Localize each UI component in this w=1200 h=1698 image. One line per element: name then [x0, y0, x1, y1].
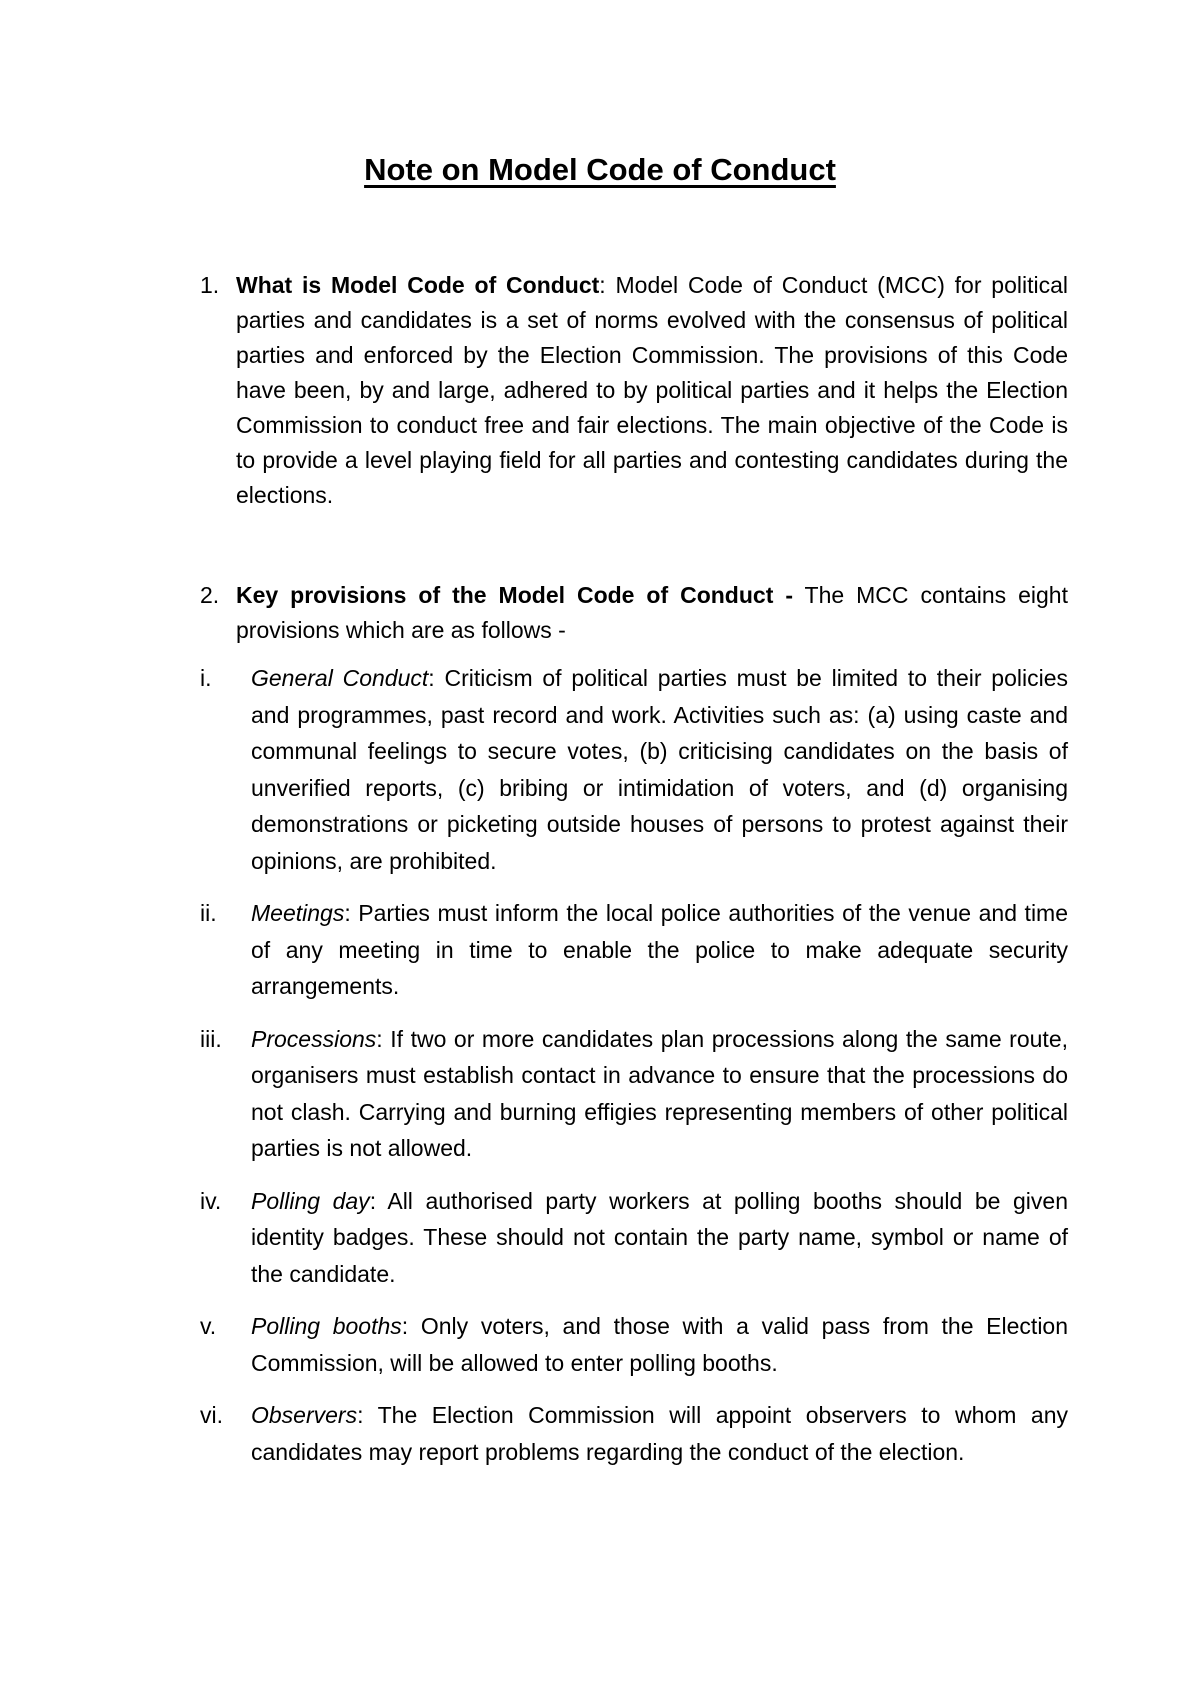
provision-paragraph — [251, 1308, 1068, 1381]
provision-label-separator: : — [369, 1187, 388, 1214]
provision-label-separator: : — [401, 1313, 421, 1339]
section-heading-separator — [793, 582, 805, 608]
provision-text: Only voters, and those with a valid pass from the Election Commission, will be allowed to enter polling booths. — [251, 1313, 1069, 1376]
section-heading: Key provisions of the Model Code of Conduct - — [236, 582, 793, 608]
section-heading: What is Model Code of Conduct — [236, 272, 600, 298]
provision-item — [200, 1183, 1068, 1293]
section-heading-separator: : — [599, 272, 616, 298]
provision-numeral: iv. — [200, 1187, 222, 1214]
provision-label: Polling booths — [251, 1313, 402, 1339]
page-title: Note on Model Code of Conduct — [364, 152, 836, 187]
provisions-list — [200, 660, 1068, 1486]
provision-text: Parties must inform the local police authorities of the venue and time of any meeting in time to enable the police to make adequate security arrangements. — [251, 900, 1069, 999]
provision-paragraph — [251, 660, 1068, 879]
provision-text: The Election Commission will appoint observers to whom any candidates may report problems regarding the conduct of the election. — [251, 1402, 1068, 1465]
section-text: Model Code of Conduct (MCC) for political parties and candidates is a set of norms evolved with the consensus of political parties and enforced by the Election Commission. The provisions of this Code have been, by and large, adhered to by political parties and it helps the Election Commission to conduct free and fair elections. The main objective of the Code is to provide a level playing field for all parties and contesting candidates during the elections. — [236, 272, 1069, 508]
provision-numeral: ii. — [200, 900, 217, 926]
provision-label-separator: : — [428, 665, 445, 691]
provision-item — [200, 1397, 1068, 1470]
provision-label: Polling day — [251, 1187, 370, 1214]
provision-numeral: i. — [200, 665, 212, 691]
provision-item — [200, 895, 1068, 1005]
provision-paragraph — [251, 1021, 1068, 1167]
provision-label-separator: : — [376, 1025, 391, 1052]
provision-label-separator: : — [357, 1402, 378, 1428]
provision-text: Criticism of political parties must be limited to their policies and programmes, past record and work. Activities such as: (a) using caste and communal feelings to secure votes, (b) criticising candidates on the basis of unverified reports, (c) bribing or intimidation of voters, and (d) organising demonstrations or picketing outside houses of persons to protest against their opinions, are prohibited. — [251, 665, 1069, 874]
provision-item — [200, 1021, 1068, 1167]
provision-label: Meetings — [251, 900, 345, 926]
provision-label: Processions — [251, 1025, 377, 1052]
section-paragraph — [236, 268, 1068, 513]
provision-item — [200, 660, 1068, 879]
provision-item — [200, 1308, 1068, 1381]
provision-paragraph — [251, 1397, 1068, 1470]
section-number: 2. — [200, 582, 220, 608]
section-what-is-mcc — [200, 268, 1068, 513]
provision-label: Observers — [251, 1402, 358, 1428]
provision-numeral: v. — [200, 1313, 217, 1339]
provision-label-separator: : — [344, 900, 359, 926]
provision-text: If two or more candidates plan processions along the same route, organisers must establish contact in advance to ensure that the processions do not clash. Carrying and burning effigies representing members of other political parties is not allowed. — [251, 1025, 1069, 1161]
provision-numeral: iii. — [200, 1025, 222, 1052]
section-key-provisions — [200, 578, 1068, 648]
provision-paragraph — [251, 1183, 1068, 1293]
provision-paragraph — [251, 895, 1068, 1005]
section-text: The MCC contains eight provisions which are as follows - — [236, 582, 1068, 643]
provision-numeral: vi. — [200, 1402, 223, 1428]
provision-text: All authorised party workers at polling booths should be given identity badges. These should not contain the party name, symbol or name of the candidate. — [251, 1187, 1068, 1287]
section-paragraph — [236, 578, 1068, 648]
provision-label: General Conduct — [251, 665, 429, 691]
section-number: 1. — [200, 272, 220, 298]
